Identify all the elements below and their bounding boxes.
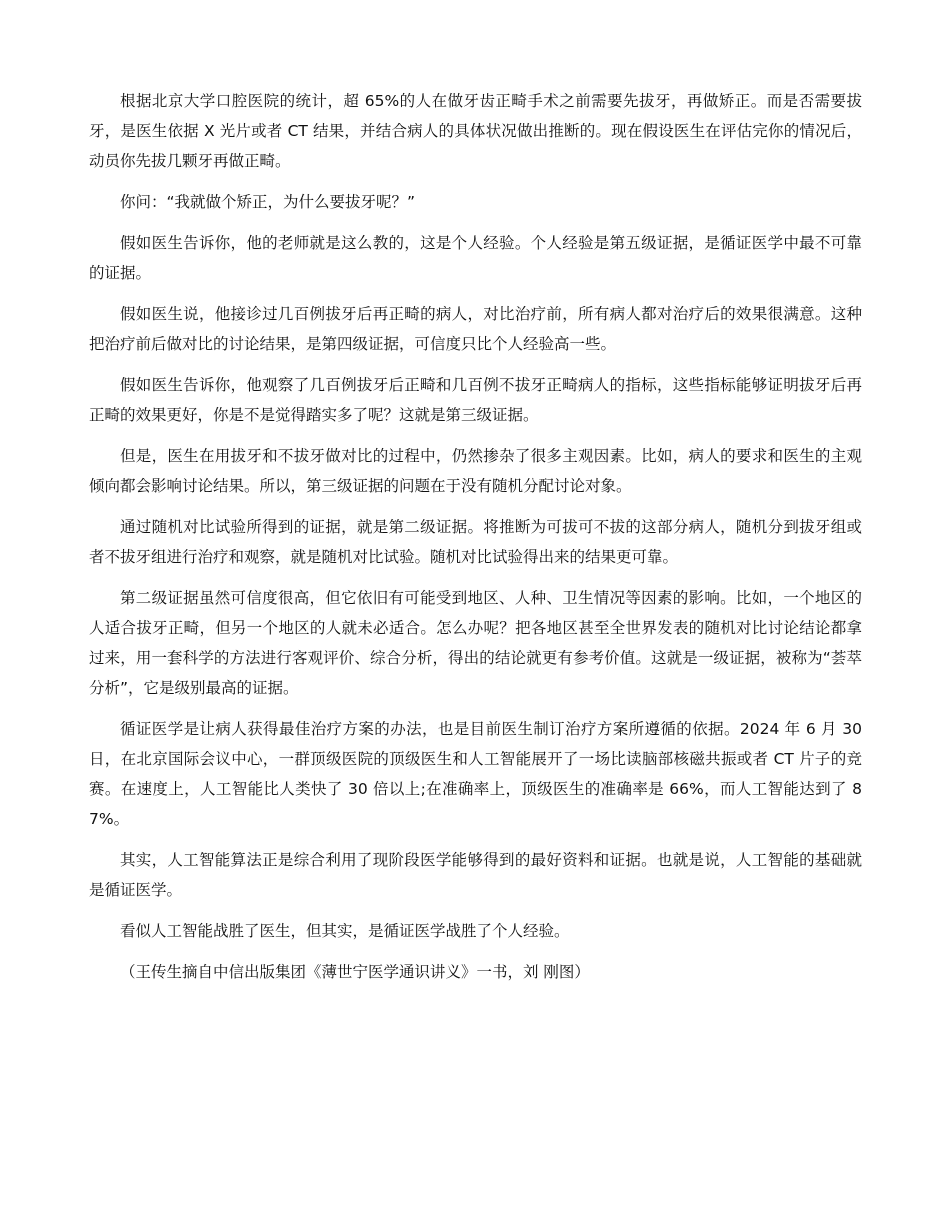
article-body — [89, 86, 862, 998]
paragraph-9: 循证医学是让病人获得最佳治疗方案的办法，也是目前医生制订治疗方案所遵循的依据。2024 年 6 月 30 日，在北京国际会议中心，一群顶级医院的顶级医生和人工智能展开了一场比读脑部核磁共振或者 CT 片子的竞赛。在速度上，人工智能比人类快了 30 倍以上;在准确率上，顶级医生的准确率是 66%，而人工智能达到了 87%。 — [89, 720, 862, 828]
paragraph-10: 其实，人工智能算法正是综合利用了现阶段医学能够得到的最好资料和证据。也就是说，人工智能的基础就是循证医学。 — [89, 851, 862, 899]
paragraph-3: 假如医生告诉你，他的老师就是这么教的，这是个人经验。个人经验是第五级证据，是循证医学中最不可靠的证据。 — [89, 234, 862, 282]
paragraph-7: 通过随机对比试验所得到的证据，就是第二级证据。将推断为可拔可不拔的这部分病人，随机分到拔牙组或者不拔牙组进行治疗和观察，就是随机对比试验。随机对比试验得出来的结果更可靠。 — [89, 518, 862, 566]
paragraph-5: 假如医生告诉你，他观察了几百例拔牙后正畸和几百例不拔牙正畸病人的指标，这些指标能够证明拔牙后再正畸的效果更好，你是不是觉得踏实多了呢？这就是第三级证据。 — [89, 376, 862, 424]
paragraph-4: 假如医生说，他接诊过几百例拔牙后再正畸的病人，对比治疗前，所有病人都对治疗后的效果很满意。这种把治疗前后做对比的讨论结果，是第四级证据，可信度只比个人经验高一些。 — [89, 305, 862, 353]
source-credit: （王传生摘自中信出版集团《薄世宁医学通识讲义》一书，刘 刚图） — [120, 963, 590, 981]
paragraph-2: 你问：“我就做个矫正，为什么要拔牙呢？” — [120, 193, 416, 211]
paragraph-8: 第二级证据虽然可信度很高，但它依旧有可能受到地区、人种、卫生情况等因素的影响。比如，一个地区的人适合拔牙正畸，但另一个地区的人就未必适合。怎么办呢？把各地区甚至全世界发表的随机对比讨论结论都拿过来，用一套科学的方法进行客观评价、综合分析，得出的结论就更有参考价值。这就是一级证据，被称为“荟萃分析”，它是级别最高的证据。 — [89, 589, 862, 697]
paragraph-11: 看似人工智能战胜了医生，但其实，是循证医学战胜了个人经验。 — [120, 922, 570, 940]
paragraph-1: 根据北京大学口腔医院的统计，超 65%的人在做牙齿正畸手术之前需要先拔牙，再做矫正。而是否需要拔牙，是医生依据 X 光片或者 CT 结果，并结合病人的具体状况做出推断的。现在假设医生在评估完你的情况后，动员你先拔几颗牙再做正畸。 — [89, 92, 862, 170]
paragraph-6: 但是，医生在用拔牙和不拔牙做对比的过程中，仍然掺杂了很多主观因素。比如，病人的要求和医生的主观倾向都会影响讨论结果。所以，第三级证据的问题在于没有随机分配讨论对象。 — [89, 447, 862, 495]
